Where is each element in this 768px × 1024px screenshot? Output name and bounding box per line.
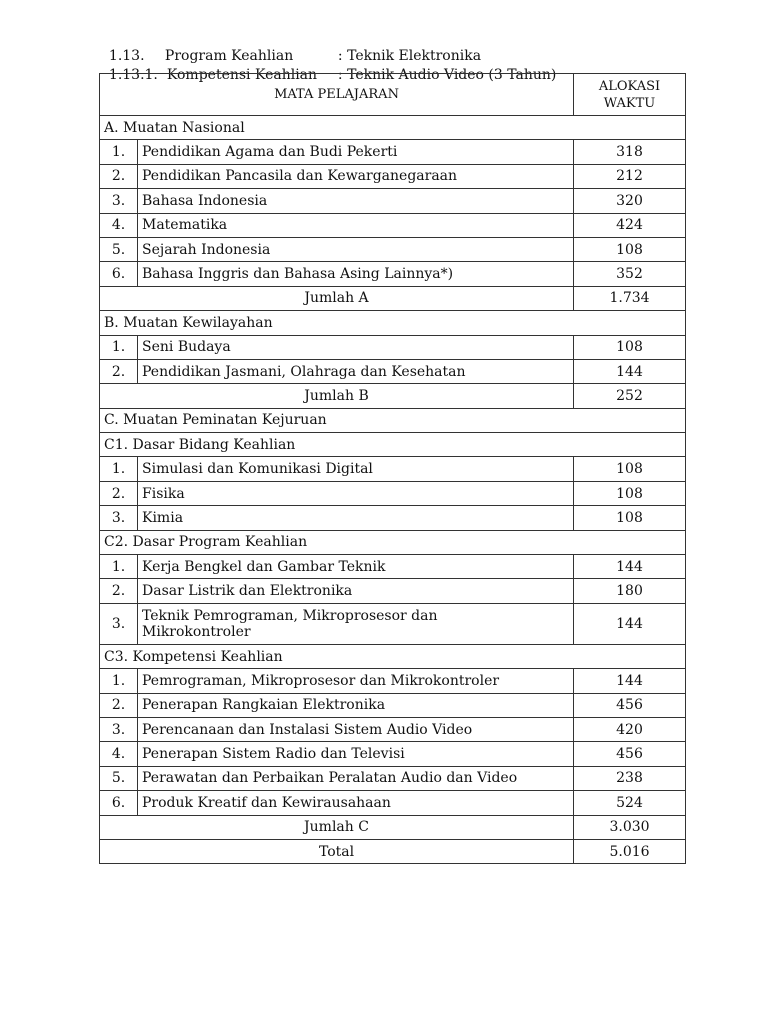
time-allocation: 238 xyxy=(574,766,686,790)
table-row xyxy=(100,481,686,505)
row-number: 5. xyxy=(100,237,138,261)
section-c-row xyxy=(100,408,686,432)
row-number: 3. xyxy=(100,189,138,213)
table-row xyxy=(100,262,686,286)
row-number: 1. xyxy=(100,335,138,359)
time-allocation: 144 xyxy=(574,603,686,644)
header-allocation-line2: WAKTU xyxy=(603,95,656,111)
table-row xyxy=(100,213,686,237)
row-number: 3. xyxy=(100,603,138,644)
section-b-row xyxy=(100,311,686,335)
row-number: 4. xyxy=(100,213,138,237)
time-allocation: 144 xyxy=(574,359,686,383)
table-row xyxy=(100,237,686,261)
subtotal-c-value: 3.030 xyxy=(574,815,686,839)
subject-name: Kerja Bengkel dan Gambar Teknik xyxy=(138,555,574,579)
subject-name: Matematika xyxy=(138,213,574,237)
subtotal-row xyxy=(100,384,686,408)
subject-name: Simulasi dan Komunikasi Digital xyxy=(138,457,574,481)
section-a-row xyxy=(100,116,686,140)
table-row xyxy=(100,669,686,693)
subtotal-b-value: 252 xyxy=(574,384,686,408)
table-row xyxy=(100,579,686,603)
time-allocation: 456 xyxy=(574,693,686,717)
subject-name-line1: Teknik Pemrograman, Mikroprosesor dan xyxy=(142,607,438,624)
section-a-title: A. Muatan Nasional xyxy=(100,116,686,140)
time-allocation: 212 xyxy=(574,164,686,188)
subject-name: Kimia xyxy=(138,506,574,530)
time-allocation: 108 xyxy=(574,335,686,359)
time-allocation: 420 xyxy=(574,717,686,741)
time-allocation: 320 xyxy=(574,189,686,213)
subtotal-b-label: Jumlah B xyxy=(100,384,574,408)
row-number: 2. xyxy=(100,359,138,383)
time-allocation: 144 xyxy=(574,669,686,693)
subtotal-a-label: Jumlah A xyxy=(100,286,574,310)
subject-name: Penerapan Sistem Radio dan Televisi xyxy=(138,742,574,766)
table-row xyxy=(100,742,686,766)
subject-name: Penerapan Rangkaian Elektronika xyxy=(138,693,574,717)
time-allocation: 108 xyxy=(574,506,686,530)
table-row xyxy=(100,717,686,741)
row-number: 6. xyxy=(100,262,138,286)
header-allocation xyxy=(574,74,686,116)
subject-name: Produk Kreatif dan Kewirausahaan xyxy=(138,791,574,815)
time-allocation: 524 xyxy=(574,791,686,815)
row-number: 1. xyxy=(100,457,138,481)
header-subject: MATA PELAJARAN xyxy=(100,74,574,116)
time-allocation: 108 xyxy=(574,237,686,261)
section-b-title: B. Muatan Kewilayahan xyxy=(100,311,686,335)
table-row xyxy=(100,335,686,359)
time-allocation: 108 xyxy=(574,457,686,481)
subject-name: Dasar Listrik dan Elektronika xyxy=(138,579,574,603)
subject-name: Sejarah Indonesia xyxy=(138,237,574,261)
row-number: 2. xyxy=(100,164,138,188)
table-row xyxy=(100,189,686,213)
grand-total-value: 5.016 xyxy=(574,839,686,863)
subsection-c1-row xyxy=(100,433,686,457)
table-row xyxy=(100,140,686,164)
subsection-c3-title: C3. Kompetensi Keahlian xyxy=(100,644,686,668)
subject-name: Pendidikan Jasmani, Olahraga dan Kesehatan xyxy=(138,359,574,383)
subsection-c3-row xyxy=(100,644,686,668)
subject-name xyxy=(138,603,574,644)
table-row xyxy=(100,555,686,579)
row-number: 2. xyxy=(100,579,138,603)
heading-program-label: Program Keahlian xyxy=(164,48,294,64)
curriculum-table xyxy=(99,73,686,864)
table-row xyxy=(100,791,686,815)
subject-name: Perawatan dan Perbaikan Peralatan Audio dan Video xyxy=(138,766,574,790)
heading-competency-label: Kompetensi Keahlian xyxy=(166,67,318,83)
subsection-c2-row xyxy=(100,530,686,554)
subject-name: Pemrograman, Mikroprosesor dan Mikrokontroler xyxy=(138,669,574,693)
subject-name: Perencanaan dan Instalasi Sistem Audio Video xyxy=(138,717,574,741)
table-row xyxy=(100,766,686,790)
table-row xyxy=(100,603,686,644)
table-row xyxy=(100,457,686,481)
row-number: 3. xyxy=(100,506,138,530)
subject-name: Pendidikan Pancasila dan Kewarganegaraan xyxy=(138,164,574,188)
time-allocation: 424 xyxy=(574,213,686,237)
section-c-title: C. Muatan Peminatan Kejuruan xyxy=(100,408,686,432)
subject-name: Bahasa Inggris dan Bahasa Asing Lainnya*) xyxy=(138,262,574,286)
grand-total-label: Total xyxy=(100,839,574,863)
table-row xyxy=(100,506,686,530)
table-header-row xyxy=(100,74,686,116)
time-allocation: 352 xyxy=(574,262,686,286)
time-allocation: 456 xyxy=(574,742,686,766)
row-number: 3. xyxy=(100,717,138,741)
subject-name: Bahasa Indonesia xyxy=(138,189,574,213)
time-allocation: 180 xyxy=(574,579,686,603)
subtotal-row xyxy=(100,815,686,839)
subtotal-a-value: 1.734 xyxy=(574,286,686,310)
row-number: 1. xyxy=(100,140,138,164)
heading-program-value: : Teknik Elektronika xyxy=(337,48,482,64)
subsection-c2-title: C2. Dasar Program Keahlian xyxy=(100,530,686,554)
time-allocation: 144 xyxy=(574,555,686,579)
subtotal-c-label: Jumlah C xyxy=(100,815,574,839)
heading-competency-number: 1.13.1. xyxy=(108,67,158,83)
grand-total-row xyxy=(100,839,686,863)
row-number: 4. xyxy=(100,742,138,766)
time-allocation: 108 xyxy=(574,481,686,505)
row-number: 2. xyxy=(100,481,138,505)
subject-name-line2: Mikrokontroler xyxy=(142,623,251,640)
header-allocation-line1: ALOKASI xyxy=(598,78,661,94)
subject-name: Seni Budaya xyxy=(138,335,574,359)
subject-name: Pendidikan Agama dan Budi Pekerti xyxy=(138,140,574,164)
row-number: 5. xyxy=(100,766,138,790)
table-row xyxy=(100,359,686,383)
subject-name: Fisika xyxy=(138,481,574,505)
time-allocation: 318 xyxy=(574,140,686,164)
heading-competency-value: : Teknik Audio Video (3 Tahun) xyxy=(337,67,557,83)
row-number: 1. xyxy=(100,669,138,693)
row-number: 1. xyxy=(100,555,138,579)
subtotal-row xyxy=(100,286,686,310)
subsection-c1-title: C1. Dasar Bidang Keahlian xyxy=(100,433,686,457)
row-number: 2. xyxy=(100,693,138,717)
table-row xyxy=(100,164,686,188)
table-row xyxy=(100,693,686,717)
row-number: 6. xyxy=(100,791,138,815)
heading-program-number: 1.13. xyxy=(108,48,145,64)
